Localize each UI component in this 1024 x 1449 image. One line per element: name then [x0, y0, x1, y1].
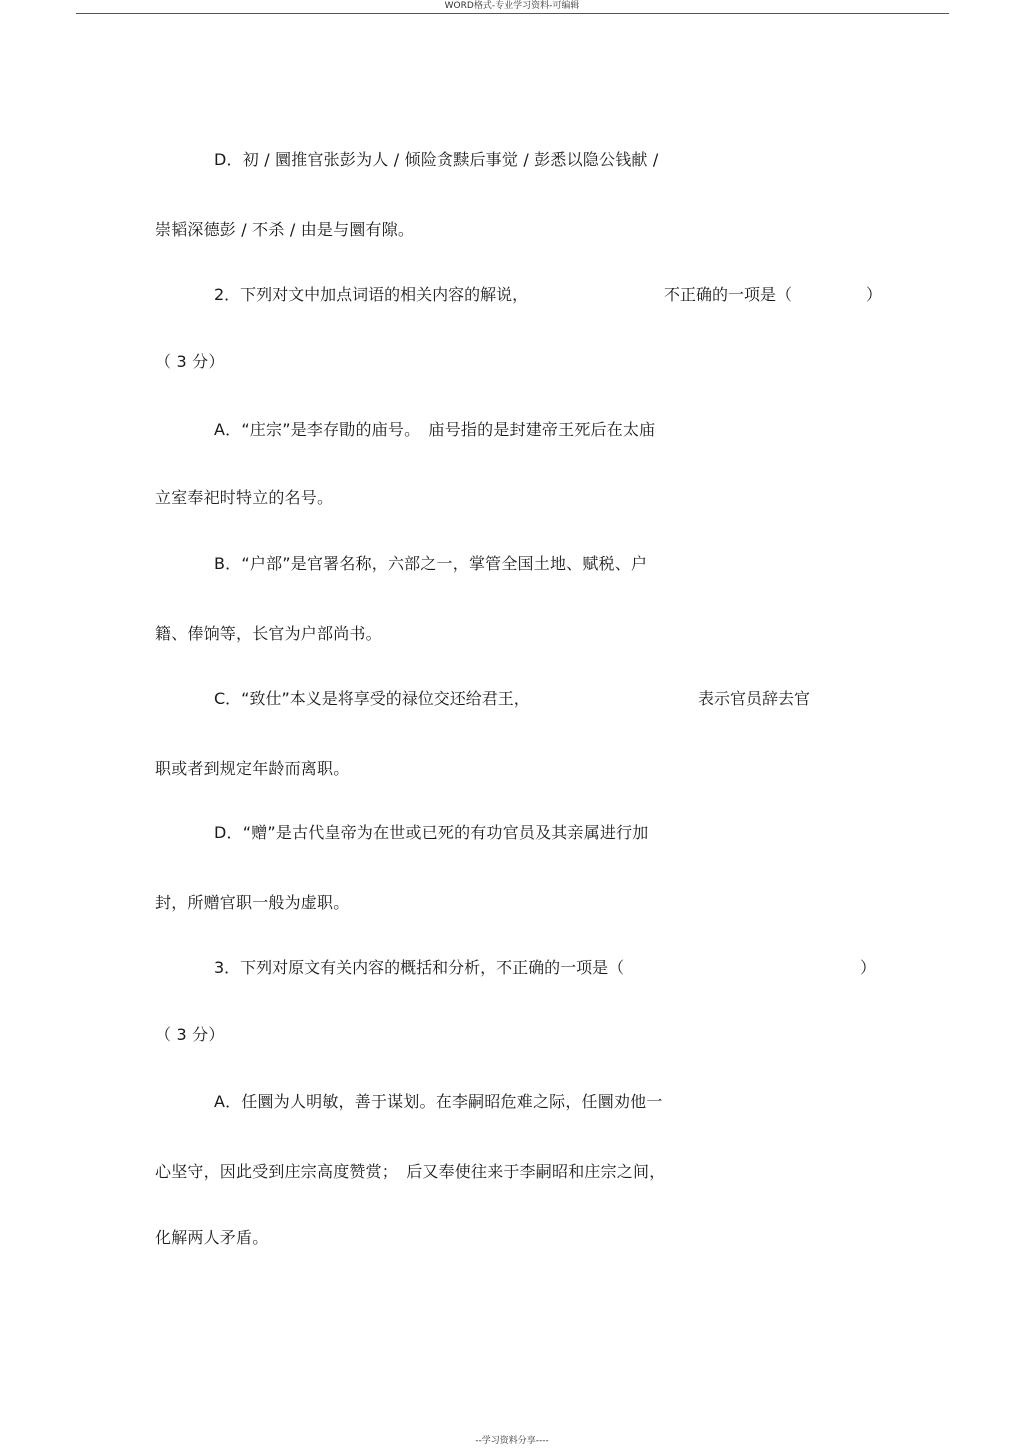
question-3-bracket-close: ）: [860, 958, 877, 977]
option-2b-line-2: 籍、俸饷等，长官为户部尚书。: [155, 624, 382, 643]
option-2b-line-1: B．“户部”是官署名称，六部之一，掌管全国土地、赋税、户: [214, 554, 648, 573]
question-3-stem: 3．下列对原文有关内容的概括和分析，不正确的一项是（: [214, 958, 625, 977]
question-2-bracket-close: ）: [866, 285, 883, 304]
option-2a-line-2: 立室奉祀时特立的名号。: [155, 488, 334, 507]
question-2-score: （ 3 分）: [155, 352, 225, 371]
option-3a-line-1: A．任圜为人明敏，善于谋划。在李嗣昭危难之际，任圜劝他一: [214, 1092, 663, 1111]
option-2c-line-1: C．“致仕”本义是将享受的禄位交还给君王，: [214, 689, 530, 708]
option-2d-line-2: 封，所赠官职一般为虚职。: [155, 893, 350, 912]
option-2d-line-1: D．“赠”是古代皇帝为在世或已死的有功官员及其亲属进行加: [214, 823, 649, 842]
option-3a-line-2: 心坚守，因此受到庄宗高度赞赏； 后又奉使往来于李嗣昭和庄宗之间，: [155, 1162, 666, 1181]
question-3-score: （ 3 分）: [155, 1025, 225, 1044]
question-2-stem-tail: 不正确的一项是（: [664, 285, 793, 304]
header-divider: [76, 13, 949, 14]
option-3a-line-3: 化解两人矛盾。: [155, 1228, 269, 1247]
option-1d-line-1: D．初 / 圜推官张彭为人 / 倾险贪黩后事觉 / 彭悉以隐公钱献 /: [214, 150, 659, 169]
option-1d-line-2: 崇韬深德彭 / 不杀 / 由是与圜有隙。: [155, 220, 415, 239]
option-2c-line-2: 职或者到规定年龄而离职。: [155, 759, 350, 778]
page-footer: --学习资料分享----: [475, 1436, 549, 1446]
option-2c-line-1-tail: 表示官员辞去官: [698, 689, 811, 708]
page-header: WORD格式-专业学习资料-可编辑: [444, 1, 580, 11]
question-2-stem: 2．下列对文中加点词语的相关内容的解说，: [214, 285, 529, 304]
option-2a-line-1: A．“庄宗”是李存勖的庙号。 庙号指的是封建帝王死后在太庙: [214, 420, 656, 439]
